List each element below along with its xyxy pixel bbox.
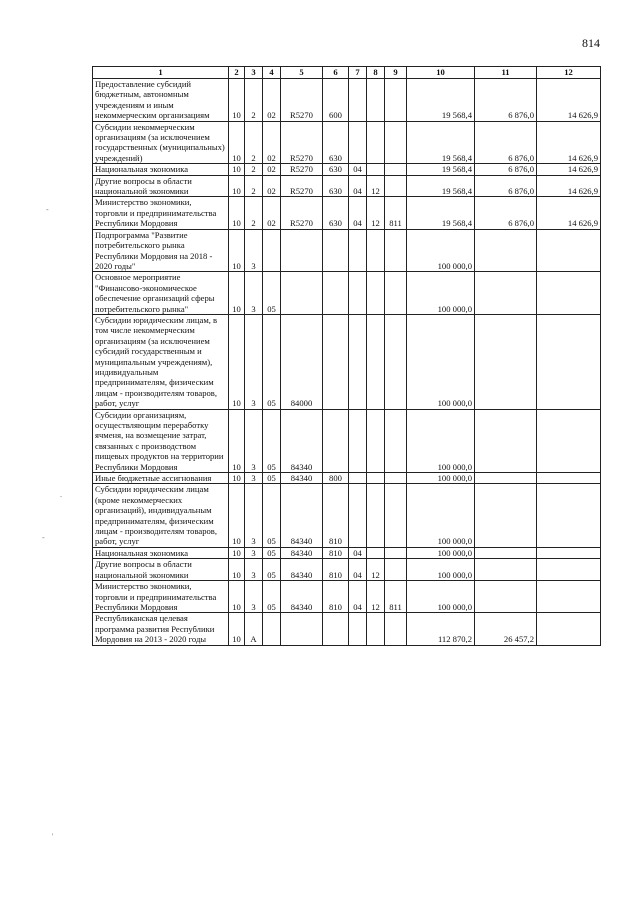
amount-cell: 100 000,0 (407, 484, 475, 547)
amount-cell (537, 581, 601, 613)
code-cell (281, 229, 323, 272)
code-cell: 10 (229, 121, 245, 164)
amount-cell (475, 314, 537, 409)
code-cell: 10 (229, 409, 245, 472)
code-cell: 02 (263, 197, 281, 229)
code-cell: 02 (263, 164, 281, 175)
code-cell: 600 (323, 79, 349, 122)
amount-cell (475, 484, 537, 547)
row-description: Другие вопросы в области национальной экономики (93, 175, 229, 197)
code-cell: R5270 (281, 121, 323, 164)
code-cell (385, 79, 407, 122)
code-cell: 10 (229, 175, 245, 197)
table-row (93, 229, 601, 272)
code-cell (349, 79, 367, 122)
code-cell (367, 409, 385, 472)
amount-cell: 14 626,9 (537, 164, 601, 175)
column-header: 1 (93, 67, 229, 79)
column-header: 12 (537, 67, 601, 79)
code-cell (385, 409, 407, 472)
row-description: Иные бюджетные ассигнования (93, 473, 229, 484)
code-cell (349, 473, 367, 484)
code-cell: 3 (245, 484, 263, 547)
code-cell: 02 (263, 175, 281, 197)
amount-cell: 100 000,0 (407, 314, 475, 409)
amount-cell: 6 876,0 (475, 197, 537, 229)
table-row (93, 175, 601, 197)
code-cell: 2 (245, 164, 263, 175)
code-cell (367, 314, 385, 409)
code-cell (367, 272, 385, 315)
amount-cell: 100 000,0 (407, 581, 475, 613)
table-row (93, 581, 601, 613)
amount-cell: 100 000,0 (407, 409, 475, 472)
table-row (93, 613, 601, 645)
amount-cell (537, 547, 601, 558)
amount-cell (537, 229, 601, 272)
code-cell (367, 613, 385, 645)
code-cell: 3 (245, 559, 263, 581)
amount-cell (475, 581, 537, 613)
code-cell: 12 (367, 175, 385, 197)
budget-table (92, 66, 601, 646)
code-cell (349, 314, 367, 409)
row-description: Национальная экономика (93, 547, 229, 558)
code-cell (385, 559, 407, 581)
code-cell (349, 121, 367, 164)
code-cell: 2 (245, 197, 263, 229)
code-cell: 630 (323, 175, 349, 197)
code-cell: 10 (229, 581, 245, 613)
amount-cell (475, 559, 537, 581)
code-cell: 2 (245, 79, 263, 122)
code-cell (323, 409, 349, 472)
code-cell: 10 (229, 547, 245, 558)
code-cell: 10 (229, 484, 245, 547)
table-row (93, 409, 601, 472)
code-cell (385, 164, 407, 175)
code-cell: 3 (245, 547, 263, 558)
amount-cell (475, 547, 537, 558)
code-cell: 10 (229, 613, 245, 645)
code-cell: 2 (245, 121, 263, 164)
column-header: 7 (349, 67, 367, 79)
code-cell: R5270 (281, 79, 323, 122)
code-cell (367, 484, 385, 547)
code-cell (385, 175, 407, 197)
code-cell (385, 314, 407, 409)
row-description: Основное мероприятие "Финансово-экономическое обеспечение организаций сферы потребительского рынка" (93, 272, 229, 315)
code-cell: 05 (263, 409, 281, 472)
code-cell: 800 (323, 473, 349, 484)
code-cell (367, 547, 385, 558)
code-cell: 05 (263, 473, 281, 484)
code-cell: 04 (349, 547, 367, 558)
code-cell (385, 613, 407, 645)
amount-cell: 100 000,0 (407, 559, 475, 581)
code-cell: А (245, 613, 263, 645)
code-cell: 12 (367, 559, 385, 581)
amount-cell: 26 457,2 (475, 613, 537, 645)
code-cell: 3 (245, 409, 263, 472)
code-cell (263, 613, 281, 645)
code-cell: 630 (323, 121, 349, 164)
code-cell: 84340 (281, 484, 323, 547)
table-row (93, 197, 601, 229)
code-cell (323, 229, 349, 272)
code-cell: 10 (229, 79, 245, 122)
scan-mark: . (60, 490, 62, 499)
table-row (93, 79, 601, 122)
code-cell: 810 (323, 484, 349, 547)
amount-cell: 6 876,0 (475, 164, 537, 175)
code-cell: 10 (229, 229, 245, 272)
code-cell: 84340 (281, 581, 323, 613)
table-row (93, 121, 601, 164)
amount-cell: 19 568,4 (407, 197, 475, 229)
code-cell (367, 79, 385, 122)
table-row (93, 314, 601, 409)
amount-cell: 100 000,0 (407, 229, 475, 272)
code-cell: 10 (229, 164, 245, 175)
amount-cell (537, 409, 601, 472)
amount-cell: 100 000,0 (407, 473, 475, 484)
amount-cell: 112 870,2 (407, 613, 475, 645)
column-header: 9 (385, 67, 407, 79)
code-cell (281, 272, 323, 315)
code-cell: R5270 (281, 164, 323, 175)
amount-cell: 19 568,4 (407, 175, 475, 197)
row-description: Субсидии организациям, осуществляющим переработку ячменя, на возмещение затрат, связанных с производством пищевых продуктов на территории Республики Мордовия (93, 409, 229, 472)
code-cell: 630 (323, 197, 349, 229)
code-cell (367, 229, 385, 272)
code-cell: 10 (229, 473, 245, 484)
table-row (93, 473, 601, 484)
column-header: 3 (245, 67, 263, 79)
row-description: Республиканская целевая программа развития Республики Мордовия на 2013 - 2020 годы (93, 613, 229, 645)
code-cell: 2 (245, 175, 263, 197)
code-cell: R5270 (281, 197, 323, 229)
code-cell: 05 (263, 484, 281, 547)
code-cell (367, 164, 385, 175)
row-description: Субсидии юридическим лицам (кроме некоммерческих организаций), индивидуальным предпринимателям, физическим лицам - производителям товаров, работ, услуг (93, 484, 229, 547)
code-cell: 04 (349, 197, 367, 229)
row-description: Национальная экономика (93, 164, 229, 175)
column-header: 5 (281, 67, 323, 79)
code-cell: 05 (263, 272, 281, 315)
code-cell: 04 (349, 164, 367, 175)
code-cell (281, 613, 323, 645)
code-cell (349, 229, 367, 272)
table-row (93, 484, 601, 547)
amount-cell: 19 568,4 (407, 79, 475, 122)
code-cell (323, 613, 349, 645)
code-cell (385, 484, 407, 547)
code-cell: 84000 (281, 314, 323, 409)
code-cell (323, 314, 349, 409)
code-cell (349, 613, 367, 645)
amount-cell: 100 000,0 (407, 272, 475, 315)
code-cell: 10 (229, 314, 245, 409)
amount-cell: 6 876,0 (475, 175, 537, 197)
amount-cell: 14 626,9 (537, 175, 601, 197)
row-description: Субсидии некоммерческим организациям (за исключением государственных (муниципальных) учреждений) (93, 121, 229, 164)
code-cell: 12 (367, 581, 385, 613)
code-cell: 05 (263, 314, 281, 409)
code-cell: 05 (263, 581, 281, 613)
code-cell: 811 (385, 197, 407, 229)
code-cell (263, 229, 281, 272)
code-cell (385, 121, 407, 164)
amount-cell: 19 568,4 (407, 164, 475, 175)
amount-cell: 19 568,4 (407, 121, 475, 164)
row-description: Другие вопросы в области национальной экономики (93, 559, 229, 581)
page-number: 814 (582, 36, 600, 50)
amount-cell (537, 484, 601, 547)
row-description: Субсидии юридическим лицам, в том числе некоммерческим организациям (за исключением субсидий государственным и муниципальным учреждениям), индивидуальным предпринимателям, физическим лицам - производителям товаров, работ, услуг (93, 314, 229, 409)
code-cell: 02 (263, 79, 281, 122)
scan-mark: ' (52, 832, 54, 841)
amount-cell (537, 473, 601, 484)
column-header: 6 (323, 67, 349, 79)
row-description: Министерство экономики, торговли и предпринимательства Республики Мордовия (93, 581, 229, 613)
amount-cell: 14 626,9 (537, 121, 601, 164)
row-description: Подпрограмма "Развитие потребительского рынка Республики Мордовия на 2018 - 2020 годы" (93, 229, 229, 272)
amount-cell (475, 473, 537, 484)
scan-mark: - (46, 205, 49, 214)
table-body (93, 79, 601, 646)
code-cell: 810 (323, 547, 349, 558)
column-header: 4 (263, 67, 281, 79)
code-cell: 810 (323, 581, 349, 613)
code-cell: 3 (245, 581, 263, 613)
amount-cell (537, 272, 601, 315)
code-cell (367, 473, 385, 484)
code-cell: 3 (245, 272, 263, 315)
code-cell: 810 (323, 559, 349, 581)
code-cell: 12 (367, 197, 385, 229)
code-cell: 84340 (281, 547, 323, 558)
amount-cell: 14 626,9 (537, 79, 601, 122)
code-cell: 02 (263, 121, 281, 164)
code-cell: 84340 (281, 473, 323, 484)
code-cell: 05 (263, 559, 281, 581)
row-description: Министерство экономики, торговли и предпринимательства Республики Мордовия (93, 197, 229, 229)
amount-cell (475, 272, 537, 315)
code-cell: 10 (229, 559, 245, 581)
code-cell: 05 (263, 547, 281, 558)
code-cell (349, 484, 367, 547)
code-cell (385, 229, 407, 272)
column-header: 10 (407, 67, 475, 79)
code-cell: 10 (229, 197, 245, 229)
table-header-row (93, 67, 601, 79)
amount-cell: 100 000,0 (407, 547, 475, 558)
table-row (93, 559, 601, 581)
code-cell: 04 (349, 559, 367, 581)
scan-mark: - (42, 533, 45, 542)
code-cell: 3 (245, 229, 263, 272)
column-header: 2 (229, 67, 245, 79)
column-header: 11 (475, 67, 537, 79)
row-description: Предоставление субсидий бюджетным, автономным учреждениям и иным некоммерческим организациям (93, 79, 229, 122)
code-cell: R5270 (281, 175, 323, 197)
code-cell: 04 (349, 581, 367, 613)
code-cell (385, 547, 407, 558)
amount-cell: 6 876,0 (475, 121, 537, 164)
amount-cell (537, 559, 601, 581)
code-cell: 630 (323, 164, 349, 175)
amount-cell (475, 229, 537, 272)
code-cell: 3 (245, 473, 263, 484)
column-header: 8 (367, 67, 385, 79)
code-cell: 3 (245, 314, 263, 409)
amount-cell (475, 409, 537, 472)
code-cell: 04 (349, 175, 367, 197)
code-cell (385, 473, 407, 484)
amount-cell (537, 314, 601, 409)
code-cell: 84340 (281, 409, 323, 472)
amount-cell: 14 626,9 (537, 197, 601, 229)
table-row (93, 547, 601, 558)
code-cell (385, 272, 407, 315)
code-cell (367, 121, 385, 164)
code-cell: 10 (229, 272, 245, 315)
amount-cell (537, 613, 601, 645)
table-row (93, 272, 601, 315)
code-cell (349, 272, 367, 315)
amount-cell: 6 876,0 (475, 79, 537, 122)
table-row (93, 164, 601, 175)
code-cell: 811 (385, 581, 407, 613)
code-cell: 84340 (281, 559, 323, 581)
code-cell (323, 272, 349, 315)
code-cell (349, 409, 367, 472)
